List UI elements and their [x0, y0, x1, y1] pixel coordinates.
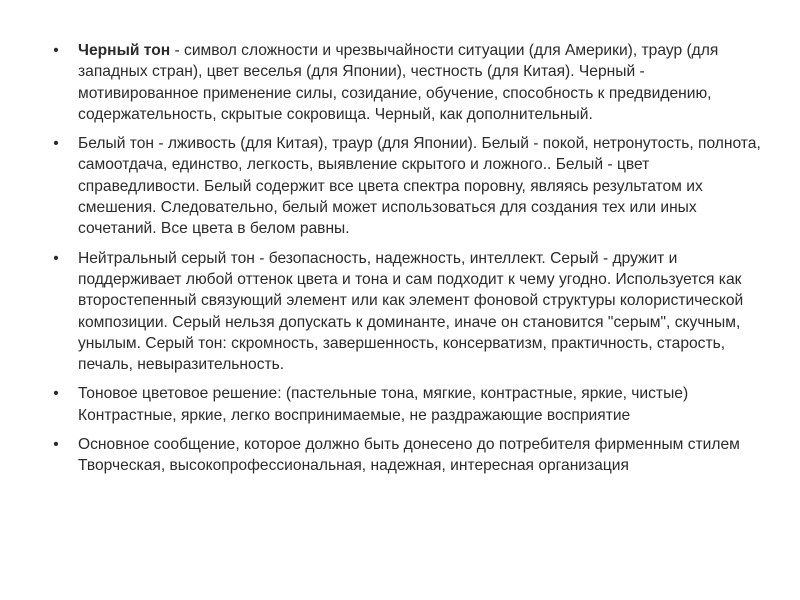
- bullet-dot: •: [53, 135, 59, 153]
- bullet-item-black-tone: [48, 40, 768, 125]
- bullet-text: - символ сложности и чрезвычайности ситуации (для Америки), траур (для западных стран), цвет веселья (для Японии), честность (для Китая). Черный - мотивированное применение силы, созидание, обучение, способность к предвидению, содержательность, скрытые сокровища. Черный, как дополнительный.: [78, 42, 719, 123]
- bullet-item-main-message: [48, 434, 768, 477]
- bullet-item-tonal-solution: [48, 383, 768, 426]
- bullet-dot: •: [53, 42, 59, 59]
- bullet-dot: •: [53, 385, 59, 403]
- bullet-text: Нейтральный серый тон - безопасность, надежность, интеллект. Серый - дружит и поддерживает любой оттенок цвета и тона и сам подходит к чему угодно. Используется как второстепенный связующий элемент или как элемент фоновой структуры колористической композиции. Серый нельзя допускать к доминанте, иначе он становится "серым", скучным, унылым. Серый тон: скромность, завершенность, консерватизм, практичность, старость, печаль, невыразительность.: [78, 249, 744, 374]
- bullet-text: Основное сообщение, которое должно быть донесено до потребителя фирменным стилем Творческая, высокопрофессиональная, надежная, интересная организация: [78, 436, 740, 475]
- bullet-item-gray-tone: [48, 248, 768, 376]
- bullet-text: Тоновое цветовое решение: (пастельные тона, мягкие, контрастные, яркие, чистые) Контрастные, яркие, легко воспринимаемые, не раздражающие восприятие: [78, 385, 689, 424]
- bullet-dot: •: [53, 249, 59, 267]
- bullet-text: Белый тон - лживость (для Китая), траур (для Японии). Белый - покой, нетронутость, полнота, самоотдача, единство, легкость, выявление скрытого и ложного.. Белый - цвет справедливости. Белый содержит все цвета спектра поровну, являясь результатом их смешения. Следовательно, белый может использоваться для создания тех или иных сочетаний. Все цвета в белом равны.: [78, 135, 761, 238]
- bullet-bold-term: Черный тон: [78, 42, 171, 59]
- bullet-list: [48, 40, 768, 485]
- bullet-dot: •: [53, 436, 59, 454]
- bullet-item-white-tone: [48, 133, 768, 239]
